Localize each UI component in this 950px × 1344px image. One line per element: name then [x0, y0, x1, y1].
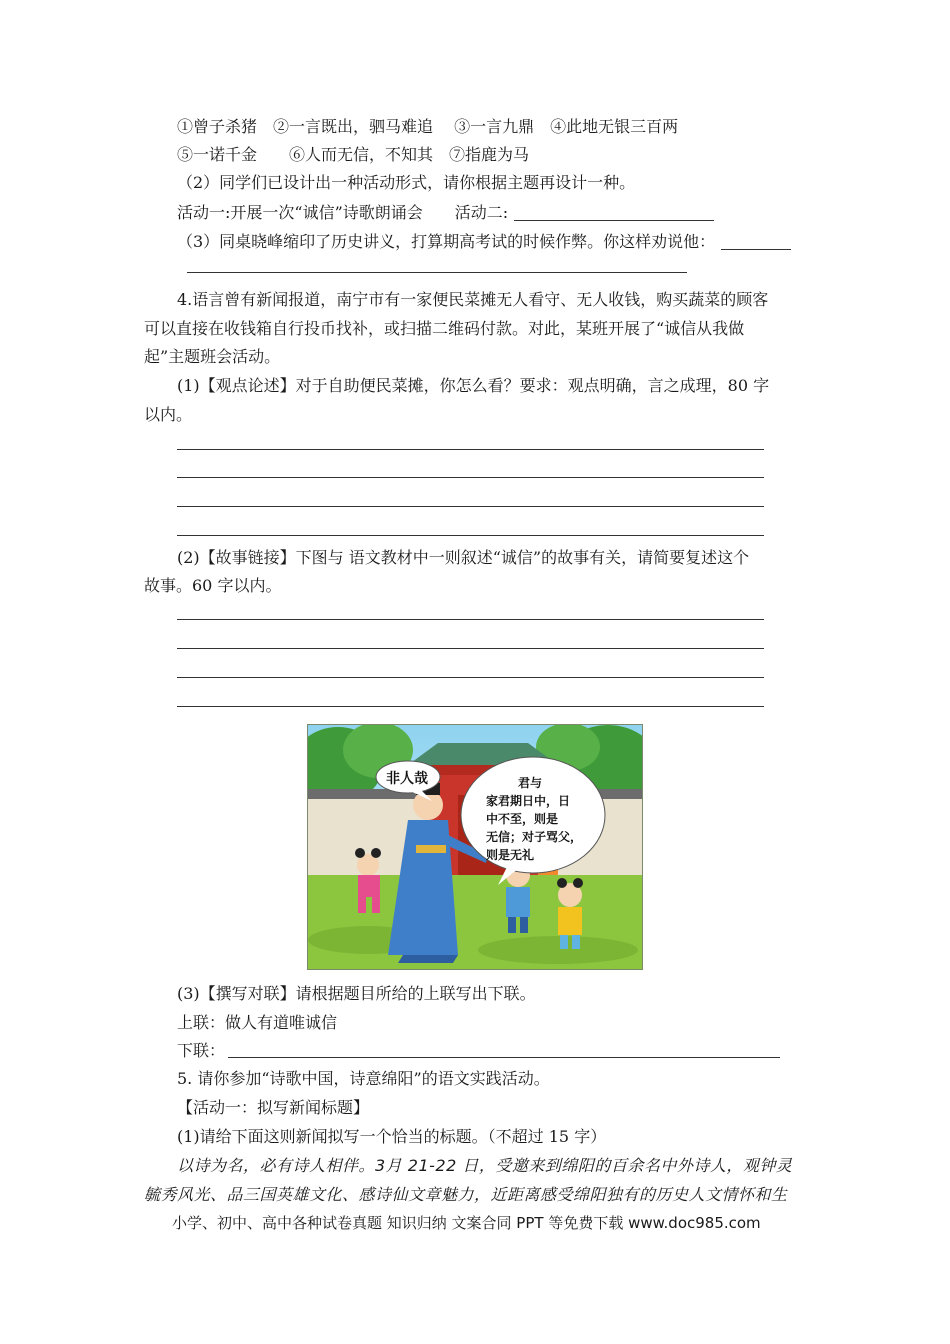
- speech-right-line-5: 则是无礼: [486, 848, 535, 862]
- answer-line[interactable]: [177, 706, 764, 707]
- answer-line[interactable]: [177, 677, 764, 678]
- q3-sub3-prompt: （3）同桌晓峰缩印了历史讲义，打算期高考试的时候作弊。你这样劝说他：: [177, 232, 716, 251]
- answer-line[interactable]: [177, 449, 764, 450]
- speech-left-text: 非人哉: [386, 771, 428, 787]
- answer-blank-activity2[interactable]: [514, 220, 714, 221]
- q4-intro-line-2: 可以直接在收钱箱自行投币找补，或扫描二维码付款。对此，某班开展了“诚信从我做: [144, 319, 745, 338]
- answer-blank-advice[interactable]: [187, 272, 687, 273]
- activity-line: [177, 202, 714, 224]
- answer-line[interactable]: [177, 506, 764, 507]
- lower-couplet-label: 下联：: [177, 1041, 226, 1060]
- speech-right-line-3: 中不至，则是: [486, 812, 559, 826]
- speech-right-line-1: 君与: [518, 776, 543, 790]
- answer-blank-lower-couplet[interactable]: [228, 1057, 780, 1058]
- page-footer: 小学、初中、高中各种试卷真题 知识归纳 文案合同 PPT 等免费下载 www.doc985.com: [172, 1214, 761, 1232]
- answer-line[interactable]: [177, 648, 764, 649]
- idiom-options-row-1: ①曾子杀猪 ②一言既出，驷马难追 ③一言九鼎 ④此地无银三百两: [177, 117, 679, 136]
- q3-sub3-line: [177, 231, 791, 253]
- answer-line[interactable]: [177, 477, 764, 478]
- story-illustration: [307, 724, 643, 970]
- story-illustration-drawing: [308, 725, 642, 969]
- activity-text: 活动一:开展一次“诚信”诗歌朗诵会 活动二:: [177, 203, 509, 222]
- q5-sub1-prompt: (1)请给下面这则新闻拟写一个恰当的标题。（不超过 15 字）: [177, 1127, 607, 1146]
- q4-sub1-line-1: (1)【观点论述】对于自助便民菜摊，你怎么看？要求：观点明确，言之成理，80 字: [177, 376, 770, 395]
- q4-sub2-line-1: (2)【故事链接】下图与 语文教材中一则叙述“诚信”的故事有关，请简要复述这个: [177, 548, 750, 567]
- news-line-1: 以诗为名，必有诗人相伴。3月 21-22 日，受邀来到绵阳的百余名中外诗人，观钟灵: [177, 1156, 793, 1175]
- news-line-2: 毓秀风光、品三国英雄文化、感诗仙文章魅力，近距离感受绵阳独有的历史人文情怀和生: [144, 1185, 788, 1204]
- q5-activity-1-heading: 【活动一：拟写新闻标题】: [177, 1098, 370, 1117]
- q4-sub1-line-2: 以内。: [144, 405, 193, 424]
- speech-right-line-4: 无信；对子骂父，: [486, 830, 583, 844]
- q4-intro-line-3: 起”主题班会活动。: [144, 347, 281, 366]
- q4-intro-line-1: 4.语言曾有新闻报道，南宁市有一家便民菜摊无人看守、无人收钱，购买蔬菜的顾客: [177, 290, 769, 309]
- answer-line[interactable]: [177, 535, 764, 536]
- idiom-options-row-2: ⑤一诺千金 ⑥人而无信，不知其 ⑦指鹿为马: [177, 145, 530, 164]
- q4-sub2-line-2: 故事。60 字以内。: [144, 576, 282, 595]
- q5-intro: 5. 请你参加“诗歌中国，诗意绵阳”的语文实践活动。: [177, 1069, 550, 1088]
- speech-right-line-2: 家君期日中，日: [486, 794, 571, 808]
- upper-couplet: 上联：做人有道唯诚信: [177, 1013, 338, 1032]
- q3-sub2-prompt: （2）同学们已设计出一种活动形式，请你根据主题再设计一种。: [177, 173, 636, 192]
- answer-blank-advice-inline[interactable]: [721, 249, 791, 250]
- q4-sub3-prompt: (3)【撰写对联】请根据题目所给的上联写出下联。: [177, 984, 536, 1003]
- answer-line[interactable]: [177, 619, 764, 620]
